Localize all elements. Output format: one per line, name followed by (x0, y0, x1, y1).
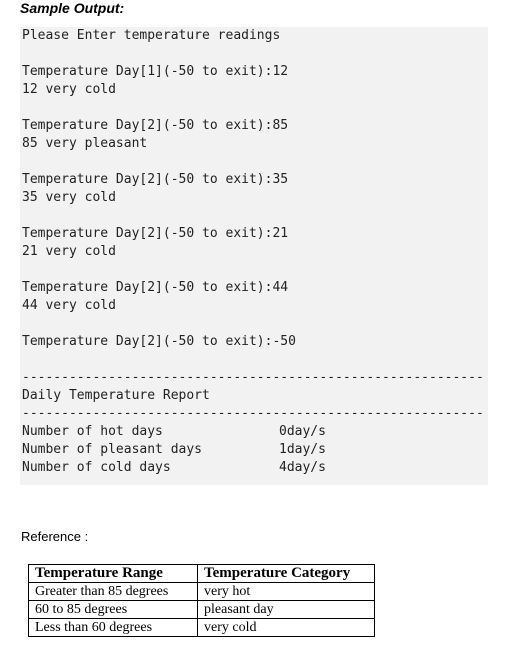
reading-input-line: Temperature Day[2](-50 to exit):44 (22, 280, 289, 295)
prompt-line: Please Enter temperature readings (22, 28, 281, 43)
reading-output-line: 35 very cold (22, 190, 116, 205)
reading-input-line: Temperature Day[2](-50 to exit):85 (22, 118, 289, 133)
range-cell: Greater than 85 degrees (29, 583, 198, 601)
report-title: Daily Temperature Report (22, 388, 210, 403)
reading-output-line: 12 very cold (22, 82, 116, 97)
separator-line: ----------------------------------------------------------- (22, 406, 484, 421)
range-cell: 60 to 85 degrees (29, 601, 198, 619)
reference-label: Reference : (21, 529, 89, 544)
reading-output-line: 21 very cold (22, 244, 116, 259)
report-row-value: 1day/s (279, 442, 326, 457)
exit-line: Temperature Day[2](-50 to exit):-50 (22, 334, 296, 349)
range-cell: Less than 60 degrees (29, 619, 198, 637)
category-cell: very hot (198, 583, 375, 601)
header-temperature-category: Temperature Category (198, 565, 375, 583)
reading-output-line: 85 very pleasant (22, 136, 148, 151)
report-row-value: 0day/s (279, 424, 326, 439)
reference-table (28, 564, 375, 637)
table-row (29, 619, 375, 637)
table-header-row (29, 565, 375, 583)
category-cell: pleasant day (198, 601, 375, 619)
report-row-label: Number of pleasant days (22, 442, 203, 457)
header-temperature-range: Temperature Range (29, 565, 198, 583)
sample-output-heading: Sample Output: (20, 0, 125, 16)
report-row-label: Number of hot days (22, 424, 163, 439)
reading-output-line: 44 very cold (22, 298, 116, 313)
reading-input-line: Temperature Day[1](-50 to exit):12 (22, 64, 289, 79)
category-cell: very cold (198, 619, 375, 637)
report-row-value: 4day/s (279, 460, 326, 475)
table-row (29, 583, 375, 601)
reading-input-line: Temperature Day[2](-50 to exit):35 (22, 172, 289, 187)
reading-input-line: Temperature Day[2](-50 to exit):21 (22, 226, 289, 241)
report-row-label: Number of cold days (22, 460, 171, 475)
separator-line: ----------------------------------------------------------- (22, 370, 484, 385)
console-output (20, 27, 488, 485)
table-row (29, 601, 375, 619)
